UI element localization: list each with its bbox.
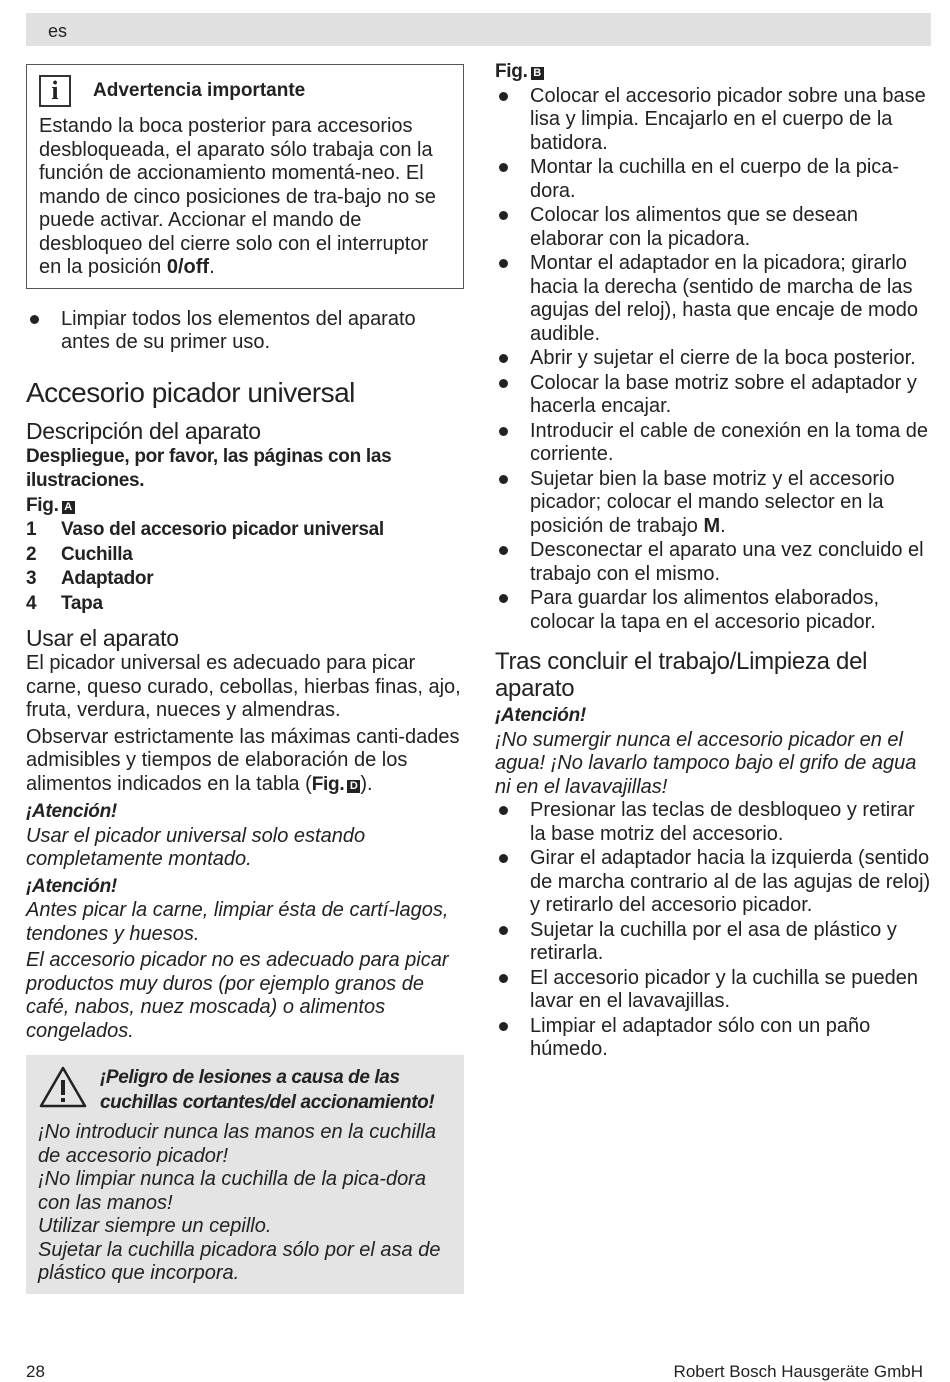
clean-heading: Tras concluir el trabajo/Limpieza del aparato [495, 648, 868, 702]
right-column [495, 60, 933, 1063]
fig-letter-a: A [62, 501, 75, 514]
steps-list [495, 85, 933, 635]
list-item: 1 Vaso del accesorio picador universal [26, 519, 384, 540]
list-item: 4 Tapa [26, 592, 103, 614]
intro-list [26, 308, 464, 355]
use-paragraph-1: El picador universal es adecuado para picar carne, queso curado, cebollas, hierbas finas, ajo, fruta, verdura, nueces y almendras. [26, 652, 461, 721]
fig-letter-d: D [347, 780, 360, 793]
list-item: Limpiar todos los elementos del aparato antes de su primer uso. [26, 308, 464, 355]
attention-label: ¡Atención! [495, 705, 586, 726]
company-name: Robert Bosch Hausgeräte GmbH [673, 1362, 923, 1381]
info-box [26, 64, 464, 289]
list-item: Limpiar el adaptador sólo con un paño húmedo. [495, 1015, 933, 1062]
list-item: Abrir y sujetar el cierre de la boca posterior. [495, 347, 933, 371]
list-item: Colocar el accesorio picador sobre una base lisa y limpia. Encajarlo en el cuerpo de la batidora. [495, 85, 933, 156]
list-item: El accesorio picador y la cuchilla se pueden lavar en el lavavajillas. [495, 967, 933, 1014]
warning-text: Sujetar la cuchilla picadora sólo por el asa de plástico que incorpora. [38, 1238, 441, 1284]
list-item: 3 Adaptador [26, 568, 154, 589]
list-item: Montar el adaptador en la picadora; girarlo hacia la derecha (sentido de marcha de las agujas del reloj), hasta que encaje de modo audible. [495, 252, 933, 346]
attention-text: Antes picar la carne, limpiar ésta de cartí-lagos, tendones y huesos. [26, 899, 449, 945]
fig-b-ref: Fig. B [495, 60, 933, 85]
clean-steps-list [495, 799, 933, 1062]
use-heading: Usar el aparato [26, 625, 179, 651]
use-paragraph-2: Observar estrictamente las máximas canti-dades admisibles y tiempos de elaboración de los alimentos indicados en la tabla (Fig. D ). [26, 725, 460, 795]
warning-text: ¡No limpiar nunca la cuchilla de la pica-dora con las manos! [38, 1168, 426, 1214]
info-title: Advertencia importante [93, 80, 306, 101]
info-text: Estando la boca posterior para accesorios desbloqueada, el aparato sólo trabaja con la función de accionamiento momentá-neo. El mando de cinco posiciones de tra-bajo no se puede activar. Accionar el mando de desbloqueo del cierre solo con el interruptor en la posición 0/off. [39, 115, 436, 278]
attention-label: ¡Atención! [26, 875, 117, 897]
list-item: Sujetar la cuchilla por el asa de plástico y retirarla. [495, 919, 933, 966]
warning-triangle-icon [38, 1065, 88, 1109]
info-icon: i [39, 75, 71, 107]
header-bar [26, 13, 931, 46]
page-number: 28 [26, 1362, 45, 1381]
list-item: Girar el adaptador hacia la izquierda (sentido de marcha contrario al de las agujas de reloj) y retirarlo del accesorio picador. [495, 847, 933, 918]
left-column [26, 60, 464, 1294]
desc-note: Despliegue, por favor, las páginas con las ilustraciones. [26, 445, 392, 491]
desc-heading: Descripción del aparato [26, 417, 261, 444]
warning-title: ¡Peligro de lesiones a causa de las cuchillas cortantes/del accionamiento! [100, 1067, 435, 1113]
page-title: Accesorio picador universal [26, 376, 355, 408]
warning-box [26, 1055, 464, 1294]
list-item: Introducir el cable de conexión en la toma de corriente. [495, 420, 933, 467]
list-item: Desconectar el aparato una vez concluido el trabajo con el mismo. [495, 539, 933, 586]
list-item: Para guardar los alimentos elaborados, colocar la tapa en el accesorio picador. [495, 587, 933, 634]
parts-list [26, 518, 464, 616]
warning-text: ¡No introducir nunca las manos en la cuchilla de accesorio picador! [38, 1121, 436, 1167]
list-item: Colocar los alimentos que se desean elaborar con la picadora. [495, 204, 933, 251]
list-item: Montar la cuchilla en el cuerpo de la pica-dora. [495, 156, 933, 203]
list-item: Presionar las teclas de desbloqueo y retirar la base motriz del accesorio. [495, 799, 933, 846]
language-label: es [48, 21, 68, 41]
attention-text: El accesorio picador no es adecuado para picar productos muy duros (por ejemplo granos de café, nabos, nuez moscada) o alimentos congelados. [26, 949, 449, 1042]
attention-text: Usar el picador universal solo estando completamente montado. [26, 824, 366, 870]
fig-letter-b: B [531, 67, 544, 80]
list-item: Sujetar bien la base motriz y el accesorio picador; colocar el mando selector en la posición de trabajo M. [495, 468, 933, 539]
clean-warning: ¡No sumergir nunca el accesorio picador en el agua! ¡No lavarlo tampoco bajo el grifo de agua ni en el lavavajillas! [495, 728, 917, 798]
list-item: Colocar la base motriz sobre el adaptador y hacerla encajar. [495, 372, 933, 419]
attention-label: ¡Atención! [26, 801, 117, 822]
fig-a-ref: Fig. A [26, 494, 464, 519]
warning-text: Utilizar siempre un cepillo. [38, 1215, 272, 1237]
list-item: 2 Cuchilla [26, 543, 133, 565]
